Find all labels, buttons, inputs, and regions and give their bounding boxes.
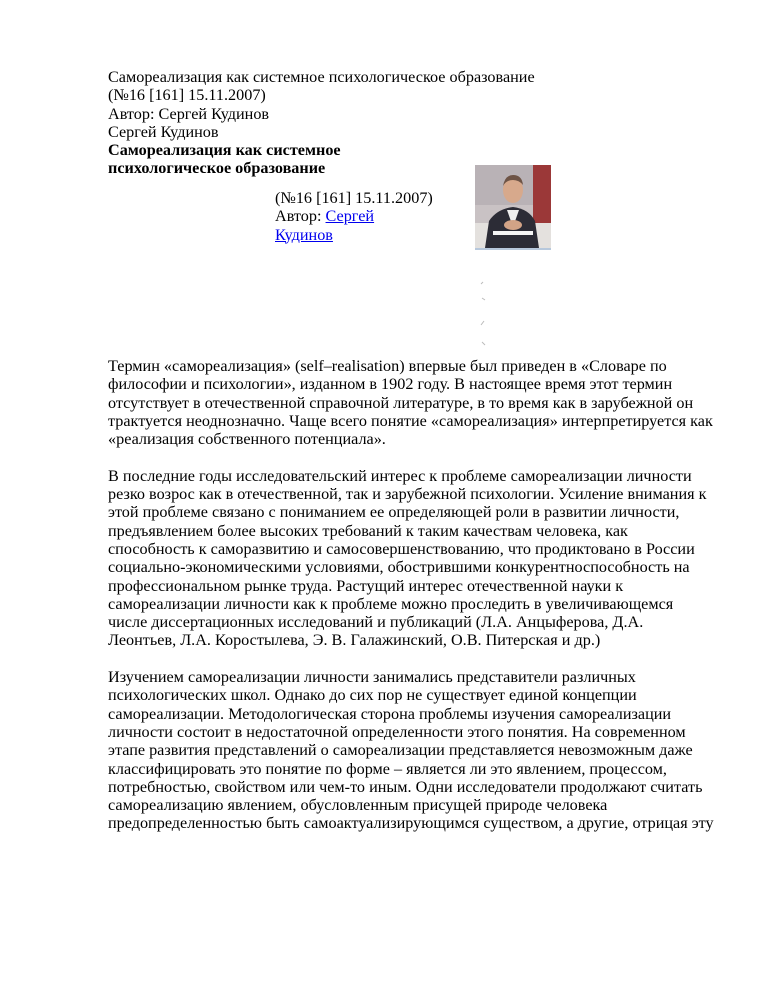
author-photo [475, 165, 551, 250]
meta-issue: (№16 [161] 15.11.2007) [275, 189, 433, 207]
paragraph: В последние годы исследовательский интерес к проблеме самореализации личности резко возрос как в отечественной, так и зарубежной психологии. Усиление внимания к этой проблеме связано с пониманием ее определяющей роли в развитии личности, предъявлением более высоких требований к таким качествам человека, как способность к саморазвитию и самосовершенствованию, что продиктовано в России социально-экономическими условиями, обострившими конкурентноспособность на профессиональном рынке труда. Растущий интерес отечественной науки к самореализации личности как к проблеме можно проследить в увеличивающемся числе диссертационных исследований и публикаций (Л.А. Анцыферова, Д.А. Леонтьев, Л.А. Коростылева, Э. В. Галажинский, О.В. Питерская и др.) [108, 466, 707, 650]
bold-title-line-2: психологическое образование [108, 159, 326, 178]
article-body [108, 357, 714, 851]
paragraph: Термин «самореализация» (self–realisation) впервые был приведен в «Словаре по философии и психологии», изданном в 1902 году. В настоящее время этот термин отсутствует в отечественной справочной литературе, в то время как в зарубежной он трактуется неоднозначно. Чаще всего понятие «самореализация» интерпретируется как «реализация собственного потенциала». [108, 357, 713, 449]
meta-author-cont [275, 226, 455, 244]
title-line: Самореализация как системное психологическое образование [108, 68, 535, 86]
author-link[interactable]: Сергей [325, 207, 375, 226]
article-header [108, 68, 714, 178]
meta-author [275, 207, 455, 225]
author-portrait-icon [475, 165, 551, 248]
decorative-marks-icon [478, 281, 490, 347]
issue-line: (№16 [161] 15.11.2007) [108, 86, 266, 105]
article-meta [275, 189, 455, 244]
author-name: Сергей Кудинов [108, 122, 219, 141]
meta-author-prefix: Автор: [275, 207, 326, 226]
paragraph: Изучением самореализации личности занимались представители различных психологических школ. Однако до сих пор не существует единой концепции самореализации. Методологическая сторона проблемы изучения самореализации личности состоит в недостаточной определенности этого понятия. На современном этапе развития представлений о самореализации представляется невозможным даже классифицировать это понятие по форме – является ли это явлением, процессом, потребностью, свойством или чем-то иным. Одни исследователи продолжают считать самореализацию явлением, обусловленным присущей природе человека предопределенностью быть самоактуализирующимся существом, а другие, отрицая эту [108, 668, 714, 833]
bold-title-line-1: Самореализация как системное [108, 141, 341, 160]
author-line: Автор: Сергей Кудинов [108, 104, 270, 123]
author-link-continued[interactable]: Кудинов [275, 225, 333, 244]
